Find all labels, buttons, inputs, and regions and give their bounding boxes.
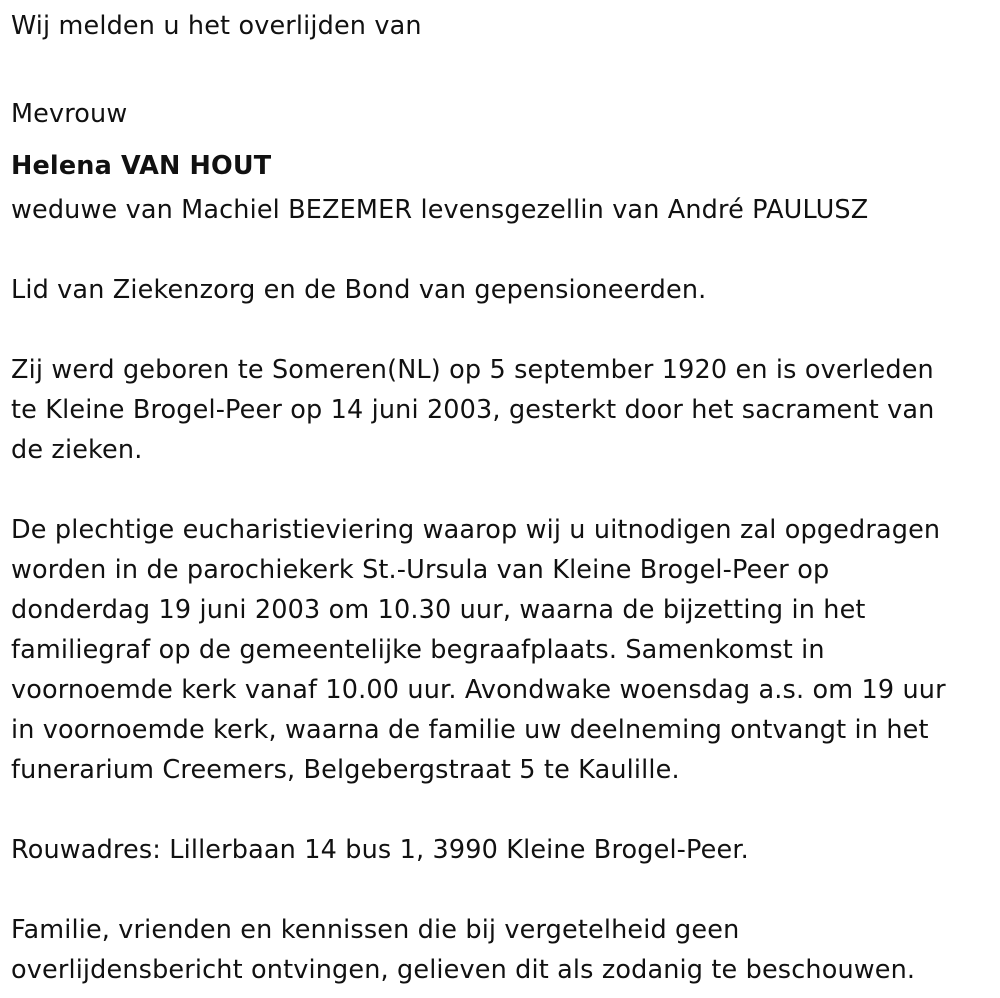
deceased-name: Helena VAN HOUT <box>11 151 272 181</box>
spacer <box>11 790 991 830</box>
membership-text: Lid van Ziekenzorg en de Bond van gepensioneerden. <box>11 275 707 305</box>
spacer <box>11 870 991 910</box>
paragraph-line: De plechtige eucharistieviering waarop wij u uitnodigen zal opgedragen <box>11 515 941 545</box>
paragraph-line: overlijdensbericht ontvingen, gelieven dit als zodanig te beschouwen. <box>11 955 916 985</box>
paragraph-line: in voornoemde kerk, waarna de familie uw deelneming ontvangt in het <box>11 715 929 745</box>
spacer <box>11 46 991 86</box>
paragraph-line: familiegraf op de gemeentelijke begraafplaats. Samenkomst in <box>11 635 825 665</box>
closing-paragraph <box>11 910 991 990</box>
paragraph-line: voornoemde kerk vanaf 10.00 uur. Avondwake woensdag a.s. om 19 uur <box>11 675 946 705</box>
spacer <box>11 230 991 270</box>
paragraph-line: te Kleine Brogel-Peer op 14 juni 2003, gesterkt door het sacrament van <box>11 395 935 425</box>
mourning-address: Rouwadres: Lillerbaan 14 bus 1, 3990 Kleine Brogel-Peer. <box>11 835 749 865</box>
obituary-notice <box>11 6 991 990</box>
paragraph-line: funerarium Creemers, Belgebergstraat 5 te Kaulille. <box>11 755 680 785</box>
paragraph-line: donderdag 19 juni 2003 om 10.30 uur, waarna de bijzetting in het <box>11 595 866 625</box>
intro-text: Wij melden u het overlijden van <box>11 11 422 41</box>
paragraph-line: de zieken. <box>11 435 143 465</box>
relations-text: weduwe van Machiel BEZEMER levensgezellin van André PAULUSZ <box>11 195 869 225</box>
paragraph-line: Zij werd geboren te Someren(NL) op 5 september 1920 en is overleden <box>11 355 934 385</box>
spacer <box>11 310 991 350</box>
salutation: Mevrouw <box>11 99 128 129</box>
birth-death-paragraph <box>11 350 991 470</box>
ceremony-paragraph <box>11 510 991 790</box>
spacer <box>11 470 991 510</box>
paragraph-line: Familie, vrienden en kennissen die bij vergetelheid geen <box>11 915 740 945</box>
paragraph-line: worden in de parochiekerk St.-Ursula van Kleine Brogel-Peer op <box>11 555 830 585</box>
